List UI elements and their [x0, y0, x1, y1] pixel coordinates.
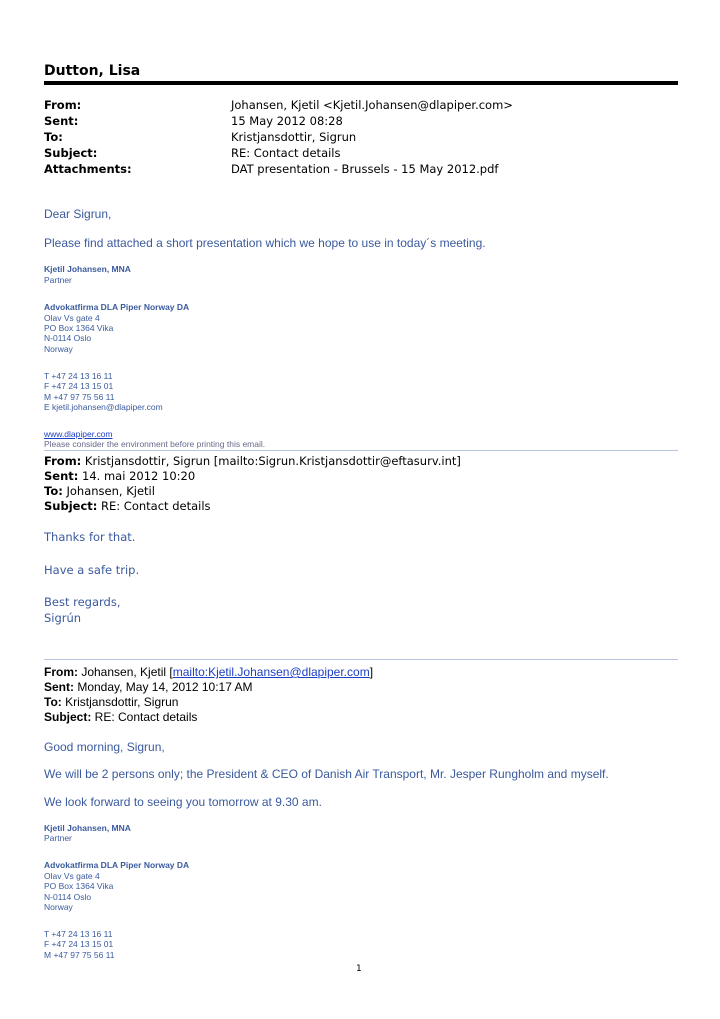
message1-sig-addr2: PO Box 1364 Vika — [44, 323, 114, 333]
message1-greeting: Dear Sigrun, — [44, 207, 112, 221]
message1-sig-email: E kjetil.johansen@dlapiper.com — [44, 402, 163, 412]
message1-sig-addr3: N-0114 Oslo — [44, 333, 92, 343]
message3-sig-addr3: N-0114 Oslo — [44, 892, 92, 902]
header-sent-label: Sent: — [44, 114, 79, 128]
message1-sig-role: Partner — [44, 275, 72, 285]
header-to-value: Kristjansdottir, Sigrun — [231, 130, 357, 144]
header-attachments-label: Attachments: — [44, 162, 132, 176]
message3-body1: We will be 2 persons only; the President & CEO of Danish Air Transport, Mr. Jesper Rungholm and myself. — [44, 767, 609, 781]
message3-sig-role: Partner — [44, 833, 72, 843]
message2-line2: Have a safe trip. — [44, 563, 140, 577]
header-from-value: Johansen, Kjetil <Kjetil.Johansen@dlapiper.com> — [231, 98, 513, 112]
header-attachments-value[interactable]: DAT presentation - Brussels - 15 May 2012.pdf — [231, 162, 499, 176]
page-title: Dutton, Lisa — [44, 63, 141, 79]
message3-sig-mob: M +47 97 75 56 11 — [44, 950, 115, 960]
message3-to: To: Kristjansdottir, Sigrun — [44, 695, 179, 709]
message3-sig-addr1: Olav Vs gate 4 — [44, 871, 100, 881]
message1-sig-env: Please consider the environment before printing this email. — [44, 439, 266, 449]
message3-greeting: Good morning, Sigrun, — [44, 740, 165, 754]
message1-sig-name: Kjetil Johansen, MNA — [44, 264, 131, 274]
message3-subject: Subject: RE: Contact details — [44, 710, 198, 724]
message1-sig-tel: T +47 24 13 16 11 — [44, 371, 113, 381]
message1-sig-mob: M +47 97 75 56 11 — [44, 392, 115, 402]
page-number: 1 — [356, 964, 362, 974]
divider-1 — [44, 450, 678, 451]
message3-sig-firm: Advokatfirma DLA Piper Norway DA — [44, 860, 190, 870]
header-from-label: From: — [44, 98, 82, 112]
message3-sig-fax: F +47 24 13 15 01 — [44, 939, 114, 949]
divider-2 — [44, 659, 678, 660]
message3-from: From: Johansen, Kjetil [mailto:Kjetil.Johansen@dlapiper.com] — [44, 665, 374, 679]
header-to-label: To: — [44, 130, 63, 144]
message2-sent: Sent: 14. mai 2012 10:20 — [44, 469, 196, 483]
message1-sig-fax: F +47 24 13 15 01 — [44, 381, 114, 391]
message3-sent: Sent: Monday, May 14, 2012 10:17 AM — [44, 680, 253, 694]
message1-body: Please find attached a short presentation which we hope to use in today´s meeting. — [44, 236, 486, 250]
message3-from-mailto-link[interactable]: mailto:Kjetil.Johansen@dlapiper.com — [172, 665, 370, 679]
message1-sig-firm: Advokatfirma DLA Piper Norway DA — [44, 302, 190, 312]
title-divider — [44, 81, 678, 85]
message3-body2: We look forward to seeing you tomorrow at 9.30 am. — [44, 795, 322, 809]
message3-sig-tel: T +47 24 13 16 11 — [44, 929, 113, 939]
header-subject-label: Subject: — [44, 146, 98, 160]
header-subject-value: RE: Contact details — [231, 146, 341, 160]
message2-from: From: Kristjansdottir, Sigrun [mailto:Sigrun.Kristjansdottir@eftasurv.int] — [44, 454, 461, 468]
message1-sig-addr1: Olav Vs gate 4 — [44, 313, 100, 323]
message1-sig-web-link[interactable]: www.dlapiper.com — [44, 429, 113, 439]
message3-sig-name: Kjetil Johansen, MNA — [44, 823, 131, 833]
message2-subject: Subject: RE: Contact details — [44, 499, 211, 513]
message1-sig-addr4: Norway — [44, 344, 73, 354]
message3-sig-addr4: Norway — [44, 902, 73, 912]
message2-line3: Best regards, — [44, 595, 121, 609]
message2-line4: Sigrún — [44, 611, 82, 625]
message2-to: To: Johansen, Kjetil — [44, 484, 155, 498]
header-sent-value: 15 May 2012 08:28 — [231, 114, 343, 128]
message3-sig-addr2: PO Box 1364 Vika — [44, 881, 114, 891]
message2-line1: Thanks for that. — [44, 530, 136, 544]
